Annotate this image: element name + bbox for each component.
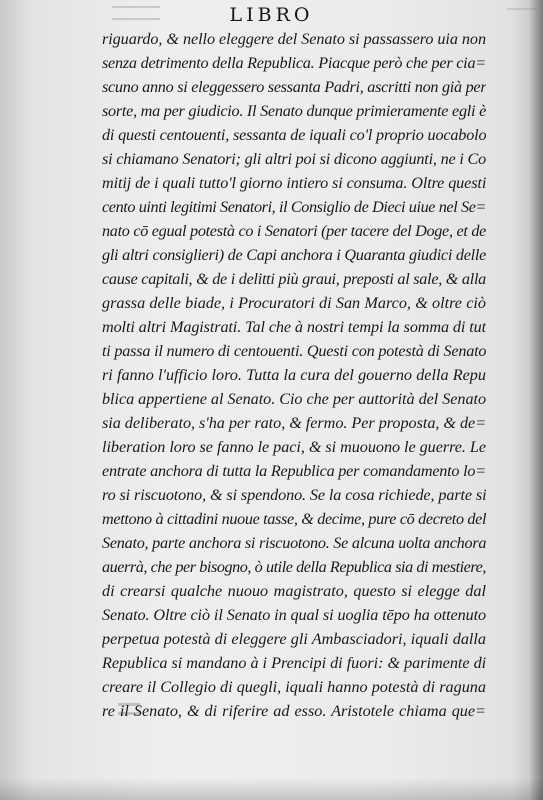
page-bottom-shadow — [0, 778, 543, 800]
text-line: nato cō egual potestà co i Senatori (per tacere del Doge, et de — [102, 222, 486, 240]
text-line: gli altri consiglieri) de Capi anchora i Quaranta giudici delle — [102, 246, 486, 264]
text-line: Republica si mandano à i Prencipi di fuori: & parimente di — [102, 654, 486, 672]
text-line: molti altri Magistrati. Tal che à nostri tempi la somma di tut — [102, 318, 486, 336]
text-line: Senato. Oltre ciò il Senato in qual si uoglia tēpo ha ottenuto — [102, 606, 486, 624]
text-line: ti passa il numero di centouenti. Questi con potestà di Senato — [102, 342, 486, 360]
text-line: re il Senato, & di riferire ad esso. Aristotele chiama que= — [102, 702, 486, 720]
text-line: liberation loro se fanno le paci, & si muouono le guerre. Le — [102, 438, 486, 456]
text-line: entrate anchora di tutta la Republica per comandamento lo= — [102, 462, 486, 480]
text-line: cause capitali, & de i delitti più graui, preposti al sale, & alla — [102, 270, 486, 288]
running-head: LIBRO — [229, 4, 314, 26]
text-line: blica appertiene al Senato. Cio che per auttorità del Senato — [102, 390, 486, 408]
text-line: perpetua potestà di eleggere gli Ambasciadori, iquali dalla — [102, 630, 486, 648]
text-line: creare il Collegio di quegli, iquali hanno potestà di raguna — [102, 678, 486, 696]
text-line: scuno anno si eleggessero sessanta Padri, ascritti non già per — [102, 78, 486, 96]
text-line: riguardo, & nello eleggere del Senato si passassero uia non — [102, 30, 486, 48]
text-line: sorte, ma per giudicio. Il Senato dunque primieramente egli è — [102, 102, 486, 120]
text-line: mettono à cittadini nuoue tasse, & decime, pure cō decreto del — [102, 510, 486, 528]
page-edge-shadow — [529, 0, 543, 800]
text-line: di questi centouenti, sessanta de iquali co'l proprio uocabolo — [102, 126, 486, 144]
text-line: senza detrimento della Republica. Piacque però che per cia= — [102, 54, 486, 72]
text-line: auerrà, che per bisogno, ò utile della Republica sia di mestiere, — [102, 558, 486, 576]
text-line: cento uinti legitimi Senatori, il Consiglio de Dieci uiue nel Se= — [102, 198, 486, 216]
text-line: ri fanno l'ufficio loro. Tutta la cura del gouerno della Repu — [102, 366, 486, 384]
text-line: si chiamano Senatori; gli altri poi si dicono aggiunti, ne i Co — [102, 150, 486, 168]
text-line: mitij de i quali tutto'l giorno intiero si consuma. Oltre questi — [102, 174, 486, 192]
body-text — [102, 27, 486, 723]
text-line: ro si riscuotono, & si spendono. Se la cosa richiede, parte si — [102, 486, 486, 504]
text-line: di crearsi qualche nuouo magistrato, questo si elegge dal — [102, 582, 486, 600]
text-line: Senato, parte anchora si riscuotono. Se alcuna uolta anchora — [102, 534, 486, 552]
text-line: grassa delle biade, i Procuratori di San Marco, & oltre ciò — [102, 294, 486, 312]
text-line: sia deliberato, s'ha per rato, & fermo. Per proposta, & de= — [102, 414, 486, 432]
